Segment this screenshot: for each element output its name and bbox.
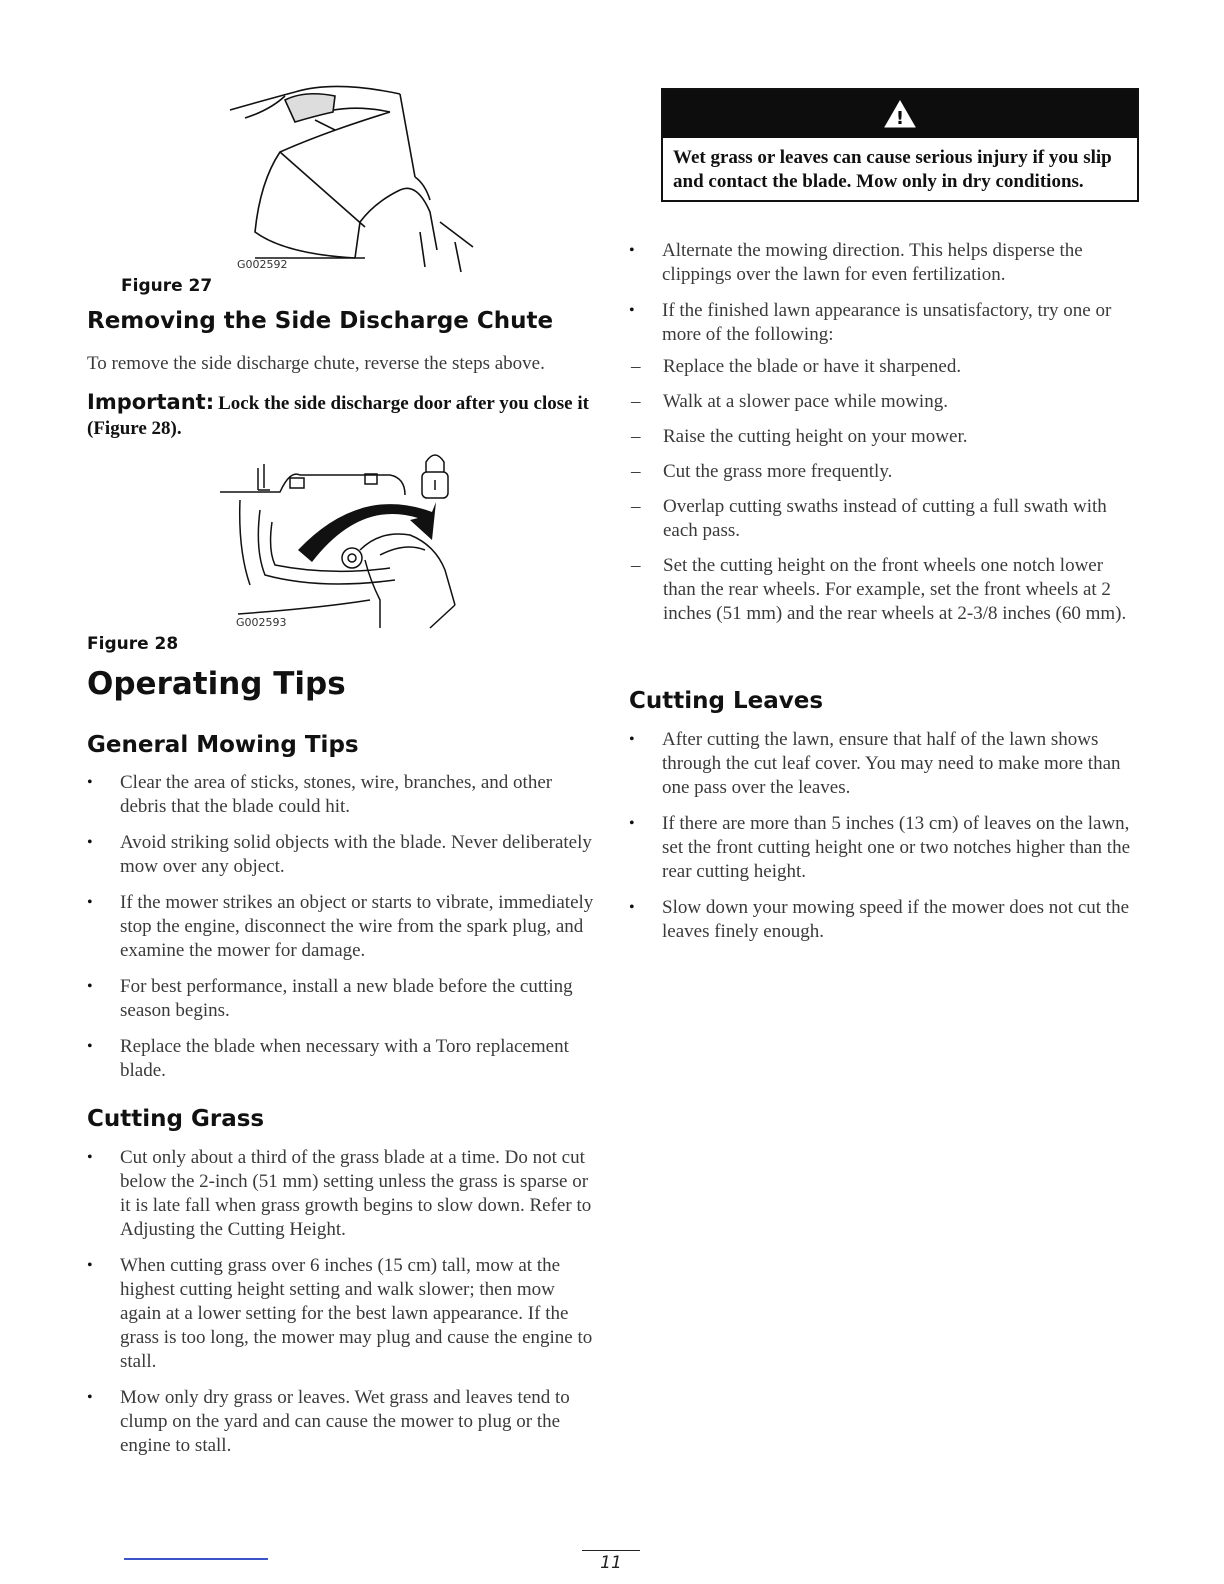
figure-27-illustration xyxy=(225,82,495,278)
footer-rule xyxy=(582,1550,640,1551)
sub-list-item: – Cut the grass more frequently. xyxy=(629,460,1139,484)
sub-list-item: – Replace the blade or have it sharpened. xyxy=(629,355,1139,379)
list-item: • After cutting the lawn, ensure that half of the lawn shows through the cut leaf cover. You may need to make more than one pass over the leaves. xyxy=(629,728,1139,800)
cutting-grass-list xyxy=(87,1146,597,1470)
sub-list-item: – Raise the cutting height on your mower. xyxy=(629,425,1139,449)
operating-tips-title: Operating Tips xyxy=(87,666,346,702)
page-number: 11 xyxy=(600,1553,622,1573)
list-item: • Clear the area of sticks, stones, wire, branches, and other debris that the blade could hit. xyxy=(87,771,597,819)
warning-triangle-icon xyxy=(883,99,917,129)
figure-28-code: G002593 xyxy=(236,616,287,629)
list-item: • For best performance, install a new blade before the cutting season begins. xyxy=(87,975,597,1023)
warning-symbol: ! xyxy=(895,108,905,129)
warning-box xyxy=(661,88,1139,202)
figure-27-caption: Figure 27 xyxy=(121,276,213,296)
removing-chute-text: To remove the side discharge chute, reverse the steps above. xyxy=(87,353,545,374)
list-item: • Mow only dry grass or leaves. Wet grass and leaves tend to clump on the yard and can cause the mower to plug or the engine to stall. xyxy=(87,1386,597,1458)
list-item: • If the mower strikes an object or starts to vibrate, immediately stop the engine, disconnect the wire from the spark plug, and examine the mower for damage. xyxy=(87,891,597,963)
general-mowing-title: General Mowing Tips xyxy=(87,732,359,758)
warning-text: Wet grass or leaves can cause serious injury if you slip and contact the blade. Mow only in dry conditions. xyxy=(673,147,1112,192)
figure-28-caption: Figure 28 xyxy=(87,634,179,654)
section-title-removing-chute: Removing the Side Discharge Chute xyxy=(87,308,554,334)
warning-header xyxy=(663,90,1137,138)
figure-27-code: G002592 xyxy=(237,258,288,271)
figure-28-illustration xyxy=(220,450,470,630)
footer-blue-rule xyxy=(124,1558,268,1560)
list-item: • Alternate the mowing direction. This helps disperse the clippings over the lawn for even fertilization. xyxy=(629,239,1139,287)
list-item: • Replace the blade when necessary with a Toro replacement blade. xyxy=(87,1035,597,1083)
list-item: • If there are more than 5 inches (13 cm) of leaves on the lawn, set the front cutting height one or two notches higher than the rear cutting height. xyxy=(629,812,1139,884)
cutting-grass-title: Cutting Grass xyxy=(87,1106,265,1132)
list-item: • Slow down your mowing speed if the mower does not cut the leaves finely enough. xyxy=(629,896,1139,944)
figure-27-drawing xyxy=(225,82,495,278)
sub-list xyxy=(629,355,1139,626)
general-mowing-list xyxy=(87,771,597,1095)
list-item-text: If the finished lawn appearance is unsatisfactory, try one or more of the following: xyxy=(662,300,1112,345)
important-text: Lock the side discharge door after you close it (Figure 28). xyxy=(87,393,589,439)
list-item: • Avoid striking solid objects with the blade. Never deliberately mow over any object. xyxy=(87,831,597,879)
figure-28-drawing xyxy=(220,450,470,630)
important-label: Important: xyxy=(87,390,215,414)
cutting-leaves-list xyxy=(629,728,1139,956)
sub-list-item: – Walk at a slower pace while mowing. xyxy=(629,390,1139,414)
right-tips-list xyxy=(629,239,1139,638)
list-item: • When cutting grass over 6 inches (15 cm) tall, mow at the highest cutting height setting and walk slower; then mow again at a lower setting for the best lawn appearance. If the grass is too long, the mower may plug and cause the engine to stall. xyxy=(87,1254,597,1374)
list-item xyxy=(629,299,1139,626)
sub-list-item: – Set the cutting height on the front wheels one notch lower than the rear wheels. For example, set the front wheels at 2 inches (51 mm) and the rear wheels at 2-3/8 inches (60 mm). xyxy=(629,554,1139,626)
cutting-leaves-title: Cutting Leaves xyxy=(629,688,824,714)
sub-list-item: – Overlap cutting swaths instead of cutting a full swath with each pass. xyxy=(629,495,1139,543)
list-item: • Cut only about a third of the grass blade at a time. Do not cut below the 2-inch (51 mm) setting unless the grass is sparse or it is late fall when grass growth begins to slow down. Refer to Adjusting the Cutting Height. xyxy=(87,1146,597,1242)
important-note xyxy=(87,390,597,442)
